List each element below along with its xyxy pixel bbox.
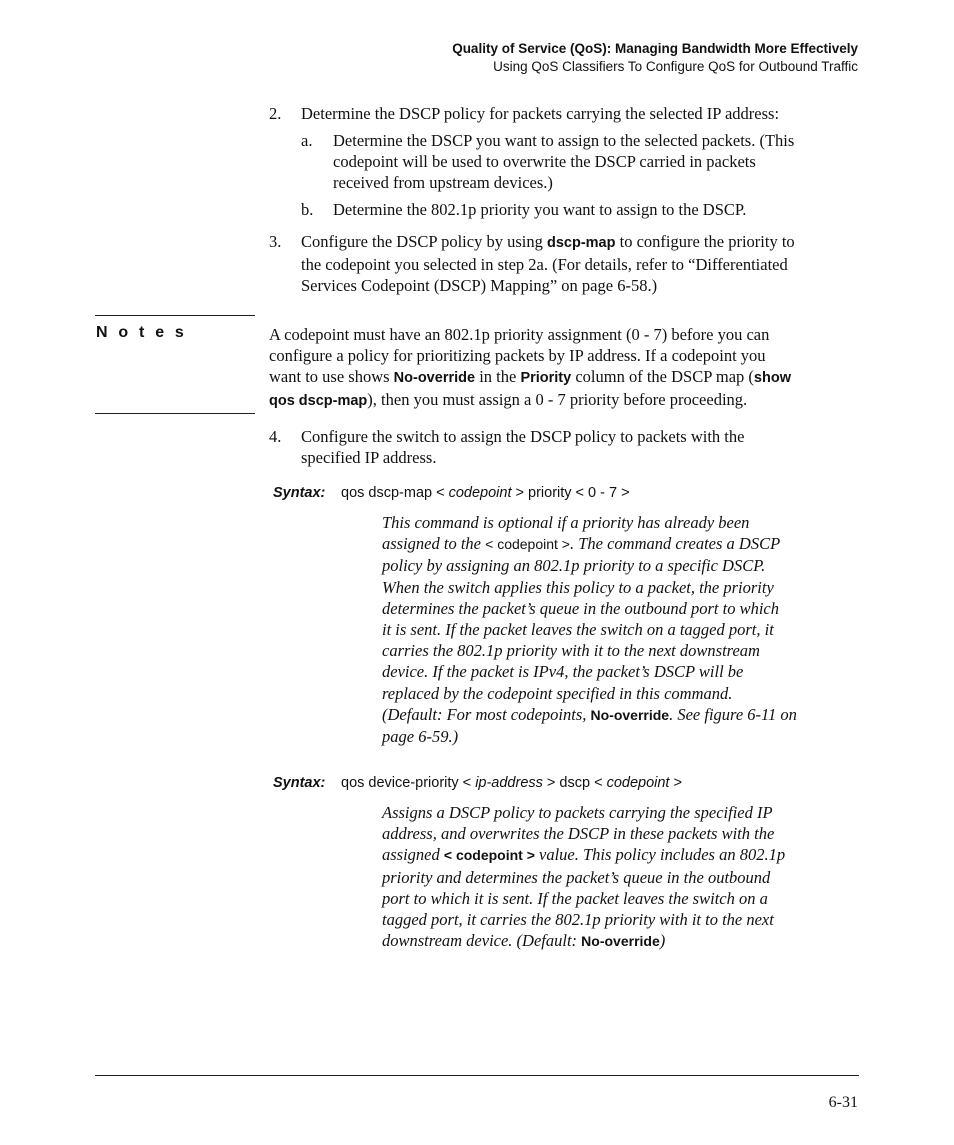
description-line: page 6-59.)	[382, 727, 459, 747]
step-3-text-segment: to configure the priority to	[615, 232, 795, 251]
step-2a-text	[333, 130, 861, 193]
syntax-command-segment: qos device-priority <	[341, 775, 476, 791]
description-segment: . See figure 6-11 on	[669, 704, 797, 724]
step-4-number: 4.	[269, 427, 282, 446]
notes-line	[269, 389, 859, 412]
description-line	[382, 844, 858, 866]
no-override-term: No-override	[590, 706, 670, 723]
syntax-label: Syntax:	[273, 485, 326, 501]
qos-dscp-map-command: qos dscp-map	[269, 393, 368, 409]
step-2-text: Determine the DSCP policy for packets carrying the selected IP address:	[301, 104, 780, 123]
step-4-line: Configure the switch to assign the DSCP policy to packets with the	[301, 427, 745, 446]
notes-line	[269, 366, 859, 389]
step-3-line	[301, 231, 861, 254]
show-command: show	[753, 370, 791, 386]
ip-address-param: ip-address	[475, 775, 543, 791]
step-3-text-segment: Configure the DSCP policy by using	[301, 232, 547, 251]
notes-top-rule	[95, 315, 255, 316]
step-3-line: Services Codepoint (DSCP) Mapping” on page 6-58.)	[301, 276, 658, 295]
description-line: This command is optional if a priority has already been	[382, 513, 750, 532]
notes-label: N o t e s	[96, 324, 188, 341]
running-header-title: Quality of Service (QoS): Managing Bandwidth More Effectively	[452, 41, 858, 56]
step-4-text	[301, 426, 861, 468]
step-2-number: 2.	[269, 104, 282, 123]
page-number: 6-31	[828, 1094, 858, 1111]
notes-text	[269, 324, 859, 412]
codepoint-param: codepoint	[448, 485, 512, 501]
step-2a-line: received from upstream devices.)	[333, 173, 553, 192]
syntax-command-device-priority	[341, 775, 682, 791]
syntax-label: Syntax:	[273, 775, 326, 791]
description-segment: assigned	[382, 845, 444, 865]
description-segment: )	[659, 931, 666, 951]
syntax-description-dscp-map	[382, 512, 858, 747]
step-2a-label: a.	[301, 131, 313, 150]
description-line: device. If the packet is IPv4, the packet’s DSCP will be	[382, 662, 744, 682]
description-line	[382, 704, 858, 726]
description-line: port to which it is sent. If the packet leaves the switch on a	[382, 888, 768, 908]
notes-line: configure a policy for prioritizing packets by IP address. If a codepoint you	[269, 346, 766, 365]
priority-term: Priority	[520, 370, 572, 386]
notes-text-segment: column of the DSCP map (	[571, 367, 754, 386]
description-line: Assigns a DSCP policy to packets carrying the specified IP	[382, 803, 773, 822]
description-segment: assigned to the	[382, 534, 486, 554]
step-4-line: specified IP address.	[301, 448, 437, 467]
description-line	[382, 930, 858, 952]
syntax-command-dscp-map	[341, 485, 630, 501]
notes-text-segment: in the	[475, 367, 521, 386]
syntax-command-segment: > priority < 0 - 7 >	[511, 485, 630, 501]
running-header-subtitle: Using QoS Classifiers To Configure QoS for Outbound Traffic	[493, 59, 858, 74]
no-override-term: No-override	[581, 933, 660, 950]
description-line: priority and determines the packet’s queue in the outbound	[382, 867, 771, 887]
codepoint-param: < codepoint >	[443, 847, 535, 864]
description-segment: (Default: For most codepoints,	[382, 704, 591, 724]
footer-rule	[95, 1075, 859, 1076]
notes-text-segment: ), then you must assign a 0 - 7 priority before proceeding.	[367, 390, 748, 409]
step-3-number: 3.	[269, 232, 282, 251]
codepoint-param: codepoint	[606, 775, 670, 791]
syntax-command-segment: qos dscp-map <	[341, 485, 449, 501]
codepoint-param: < codepoint >	[485, 536, 570, 553]
description-line: it is sent. If the packet leaves the switch on a tagged port, it	[382, 620, 774, 640]
description-line	[382, 533, 858, 555]
notes-bottom-rule	[95, 413, 255, 414]
syntax-command-segment: > dscp <	[542, 775, 607, 791]
dscp-map-command: dscp-map	[546, 235, 616, 251]
description-line: When the switch applies this policy to a packet, the priority	[382, 577, 774, 597]
no-override-term: No-override	[393, 370, 476, 386]
step-2a-line: codepoint will be used to overwrite the DSCP carried in packets	[333, 152, 756, 171]
description-line: determines the packet’s queue in the outbound port to which	[382, 598, 779, 618]
description-line: address, and overwrites the DSCP in these packets with the	[382, 824, 775, 844]
step-2b-text: Determine the 802.1p priority you want to assign to the DSCP.	[333, 200, 747, 219]
description-line: tagged port, it carries the 802.1p priority with it to the next	[382, 910, 774, 930]
notes-line: A codepoint must have an 802.1p priority assignment (0 - 7) before you can	[269, 325, 770, 344]
description-line: policy by assigning an 802.1p priority to a specific DSCP.	[382, 556, 766, 576]
step-2a-line: Determine the DSCP you want to assign to the selected packets. (This	[333, 131, 795, 150]
description-segment: . The command creates a DSCP	[569, 534, 781, 554]
description-segment: value. This policy includes an 802.1p	[534, 845, 786, 865]
step-3-line: the codepoint you selected in step 2a. (For details, refer to “Differentiated	[301, 255, 788, 274]
step-3-text	[301, 231, 861, 296]
syntax-description-device-priority	[382, 802, 858, 952]
description-segment: downstream device. (Default:	[382, 931, 582, 951]
notes-text-segment: want to use shows	[269, 367, 394, 386]
description-line: replaced by the codepoint specified in this command.	[382, 683, 733, 703]
syntax-command-segment: >	[669, 775, 682, 791]
description-line: carries the 802.1p priority with it to the next downstream	[382, 641, 760, 661]
step-2b-label: b.	[301, 200, 314, 219]
